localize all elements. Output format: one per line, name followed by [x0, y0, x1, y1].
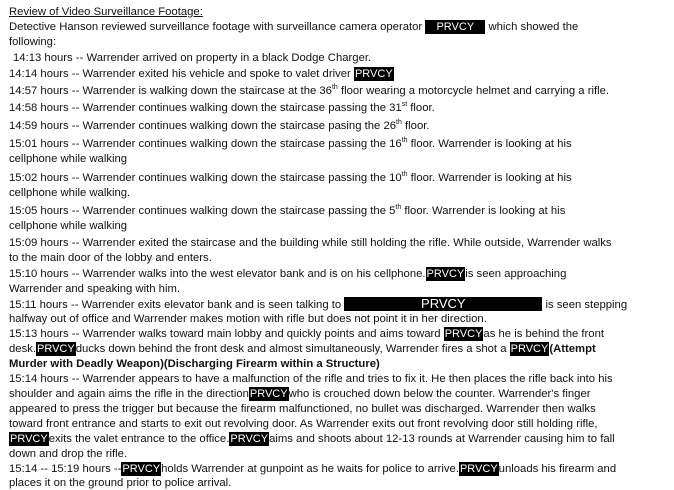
- entry-1513-charges: Murder with Deadly Weapon)(Discharging Firearm within a Structure): [9, 358, 380, 370]
- entry-1509: 15:09 hours -- Warrender exited the staircase and the building while still holding the rifle. While outside, Warrender walks: [9, 237, 612, 249]
- entry-1514-1519: 15:14 -- 15:19 hours --PRVCYholds Warrender at gunpoint as he waits for police to arrive.PRVCYunloads his firearm and: [9, 463, 617, 475]
- redaction-block: PRVCY: [425, 20, 485, 34]
- entry-1413: 14:13 hours -- Warrender arrived on property in a black Dodge Charger.: [13, 52, 372, 64]
- entry-1501-cont: cellphone while walking: [9, 153, 128, 165]
- entry-1502: 15:02 hours -- Warrender continues walking down the staircase passing the 10th floor. Warrender is looking at his: [9, 171, 572, 184]
- entry-1511: 15:11 hours -- Warrender exits elevator bank and is seen talking to PRVCY is seen stepping: [9, 296, 628, 311]
- redaction-block: PRVCY: [510, 343, 549, 355]
- entry-1513: 15:13 hours -- Warrender walks toward main lobby and quickly points and aims toward PRVCYas he is behind the front: [9, 328, 605, 340]
- entry-1458: 14:58 hours -- Warrender continues walking down the staircase passing the 31st floor.: [9, 101, 435, 114]
- entry-1513-cont: desk.PRVCYducks down behind the front desk and almost simultaneously, Warrender fires a shot a PRVCY(Attempt: [9, 343, 596, 355]
- redaction-block: PRVCY: [354, 68, 393, 80]
- redaction-block: PRVCY: [344, 297, 542, 311]
- redaction-block: PRVCY: [122, 463, 161, 475]
- document-title: Review of Video Surveillance Footage:: [9, 6, 203, 18]
- redaction-block: PRVCY: [10, 433, 48, 445]
- redaction-block: PRVCY: [249, 388, 288, 400]
- entry-1501: 15:01 hours -- Warrender continues walking down the staircase passing the 16th floor. Warrender is looking at his: [9, 137, 572, 150]
- entry-1459: 14:59 hours -- Warrender continues walking down the staircase pasing the 26th floor.: [9, 119, 430, 132]
- entry-1514: 15:14 hours -- Warrender appears to have a malfunction of the rifle and tries to fix it. He then places the rifle back into his: [9, 373, 613, 385]
- entry-1510: 15:10 hours -- Warrender walks into the west elevator bank and is on his cellphone.PRVCYis seen approaching: [9, 268, 567, 280]
- entry-1457: 14:57 hours -- Warrender is walking down the staircase at the 36th floor wearing a motorcycle helmet and carrying a rifle.: [9, 84, 610, 97]
- entry-1505-cont: cellphone while walking: [9, 220, 128, 232]
- redaction-block: PRVCY: [444, 328, 483, 340]
- entry-1505: 15:05 hours -- Warrender continues walking down the staircase passing the 5th floor. Warrender is looking at his: [9, 204, 566, 217]
- entry-1510-cont: Warrender and speaking with him.: [9, 283, 180, 295]
- entry-1414: 14:14 hours -- Warrender exited his vehicle and spoke to valet driver PRVCY: [9, 68, 393, 80]
- redaction-block: PRVCY: [459, 463, 498, 475]
- redaction-block: PRVCY: [230, 433, 269, 445]
- intro-line-1: Detective Hanson reviewed surveillance footage with surveillance camera operator PRVCY which showed the: [9, 21, 579, 33]
- entry-1514-cont-5: down and drop the rifle.: [9, 448, 128, 460]
- entry-1514-cont-4: PRVCYexits the valet entrance to the office.PRVCYaims and shoots about 12-13 rounds at Warrender causing him to fall: [10, 433, 615, 445]
- entry-1509-cont: to the main door of the lobby and enters.: [9, 252, 212, 264]
- entry-1514-cont-3: toward front entrance and starts to exit out revolving door. As Warrender exits out front revolving door still holding rifle,: [9, 418, 598, 430]
- intro-line-2: following:: [9, 36, 57, 48]
- redaction-block: PRVCY: [37, 343, 75, 355]
- entry-1514-cont-2: appeared to press the trigger but because the firearm malfunctioned, no bullet was discharged. Warrender then walks: [9, 403, 596, 415]
- entry-1514-1519-cont: places it on the ground prior to police arrival.: [9, 477, 232, 489]
- entry-1502-cont: cellphone while walking.: [9, 187, 131, 199]
- entry-1511-cont: halfway out of office and Warrender makes motion with rifle but does not point it in her direction.: [9, 313, 487, 325]
- entry-1514-cont-1: shoulder and again aims the rifle in the directionPRVCYwho is crouched down below the counter. Warrender's finger: [9, 388, 591, 400]
- redaction-block: PRVCY: [426, 268, 465, 280]
